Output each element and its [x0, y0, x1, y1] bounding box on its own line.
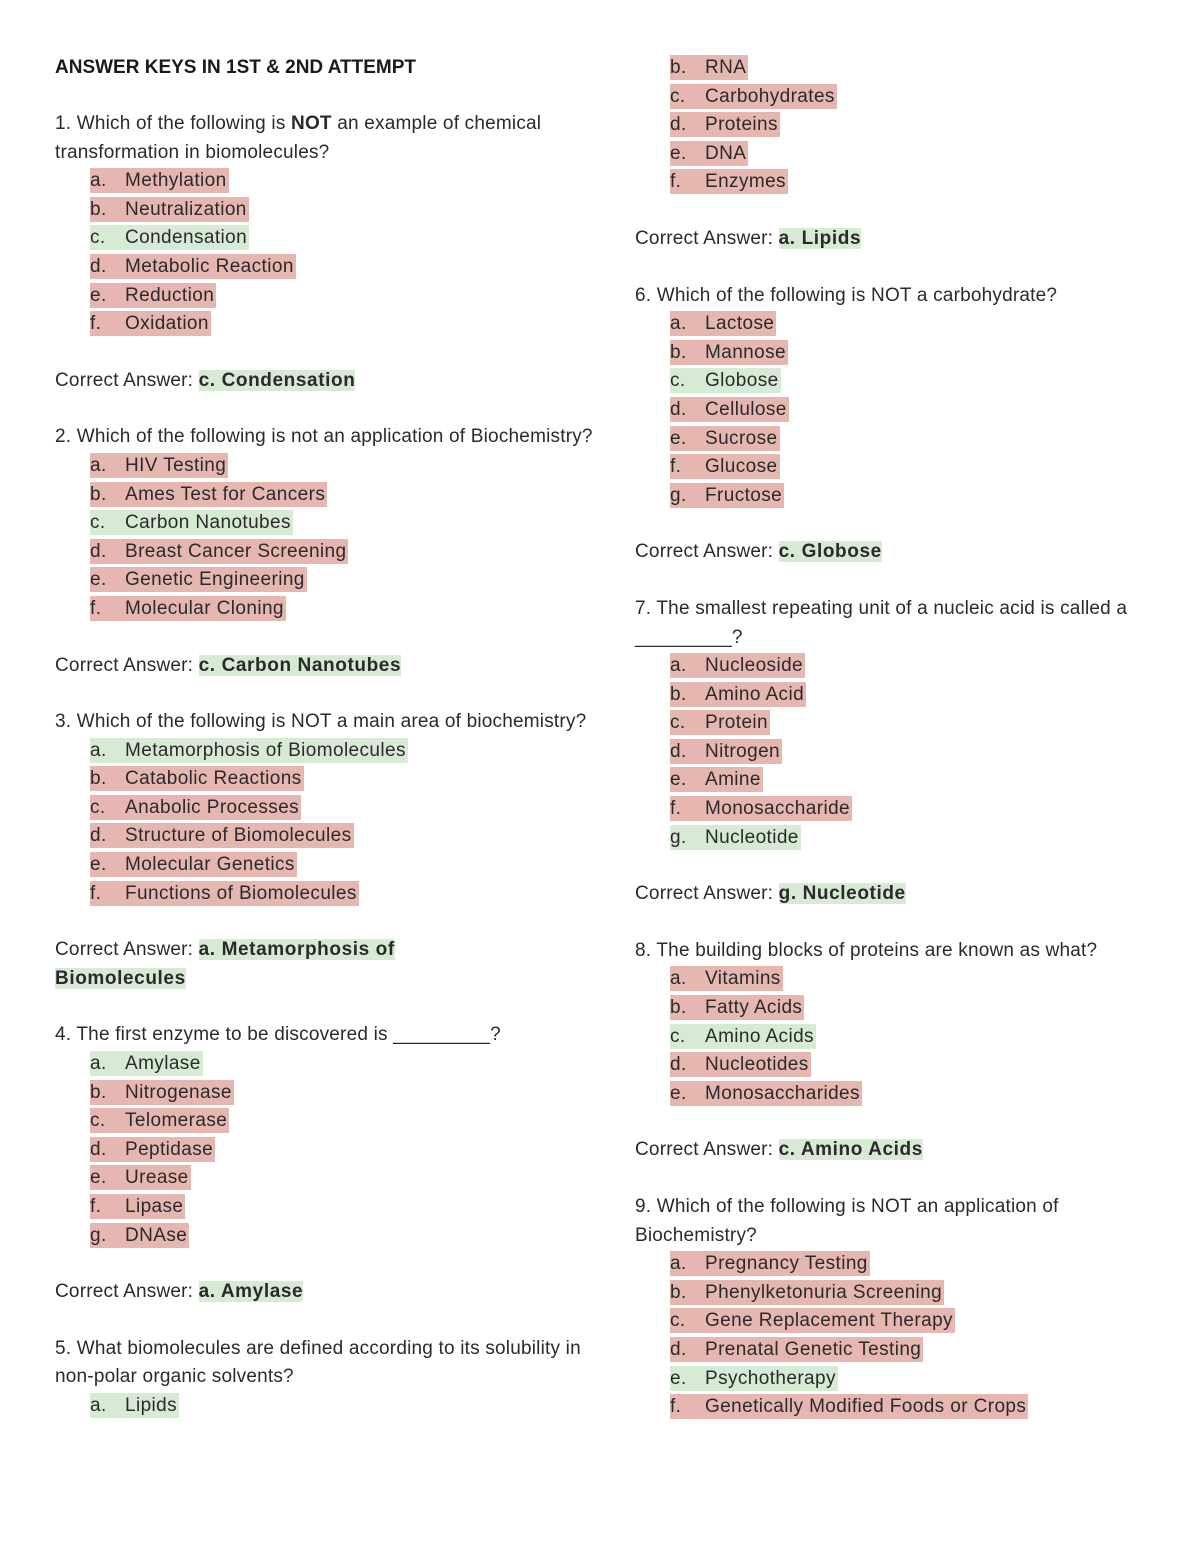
options-list [635, 965, 1155, 1108]
option-g: g. DNAse [90, 1224, 188, 1246]
option-c: c. Carbohydrates [670, 85, 835, 107]
option-f: f. Functions of Biomolecules [90, 882, 357, 904]
option-a: a. HIV Testing [90, 454, 227, 476]
question-4 [55, 1021, 595, 1306]
option-b: b. Neutralization [90, 198, 247, 220]
correct-answer: Correct Answer: c. Globose [635, 541, 882, 563]
question-text: 5. What biomolecules are defined according to its solubility in non-polar organic solvents? [55, 1337, 581, 1388]
question-1 [55, 110, 595, 395]
correct-answer: Correct Answer: a. Amylase [55, 1281, 304, 1303]
option-a: a. Lipids [90, 1394, 178, 1416]
option-b: b. Catabolic Reactions [90, 768, 302, 790]
option-e: e. Genetic Engineering [90, 569, 305, 591]
option-f: f. Molecular Cloning [90, 597, 284, 619]
option-c: c. Amino Acids [670, 1025, 814, 1047]
correct-answer: Correct Answer: g. Nucleotide [635, 883, 906, 905]
correct-answer: Correct Answer: c. Amino Acids [635, 1139, 923, 1161]
options-list [55, 452, 595, 624]
question-3 [55, 708, 595, 993]
option-c: c. Protein [670, 712, 769, 734]
option-c: c. Telomerase [90, 1110, 228, 1132]
option-e: e. Molecular Genetics [90, 854, 295, 876]
option-a: a. Amylase [90, 1053, 201, 1075]
option-f: f. Genetically Modified Foods or Crops [670, 1396, 1027, 1418]
options-list [635, 310, 1155, 510]
option-a: a. Nucleoside [670, 655, 803, 677]
options-list [55, 1392, 595, 1421]
option-d: d. Proteins [670, 114, 778, 136]
option-d: d. Breast Cancer Screening [90, 540, 347, 562]
option-f: f. Glucose [670, 456, 778, 478]
option-d: d. Cellulose [670, 398, 787, 420]
option-g: g. Nucleotide [670, 826, 799, 848]
option-b: b. Nitrogenase [90, 1081, 232, 1103]
option-d: d. Nucleotides [670, 1054, 809, 1076]
option-b: b. RNA [670, 57, 747, 78]
option-b: b. Fatty Acids [670, 997, 803, 1019]
option-c: c. Gene Replacement Therapy [670, 1310, 953, 1332]
option-a: a. Pregnancy Testing [670, 1253, 868, 1275]
option-d: d. Structure of Biomolecules [90, 825, 352, 847]
option-c: c. Carbon Nanotubes [90, 512, 291, 534]
question-text: 3. Which of the following is NOT a main area of biochemistry? [55, 711, 587, 733]
option-d: d. Nitrogen [670, 740, 781, 762]
option-f: f. Enzymes [670, 171, 786, 193]
question-text: 1. Which of the following is NOT an example of chemical transformation in biomolecules? [55, 113, 542, 163]
question-5 [55, 1335, 595, 1421]
question-text: 7. The smallest repeating unit of a nucleic acid is called a _________? [635, 597, 1128, 648]
option-a: a. Lactose [670, 313, 775, 335]
options-list [635, 652, 1155, 852]
question-2 [55, 423, 595, 680]
option-e: e. Amine [670, 769, 761, 791]
option-b: b. Ames Test for Cancers [90, 483, 326, 505]
left-column [55, 54, 595, 1421]
correct-answer: Correct Answer: a. Lipids [635, 227, 862, 249]
option-c: c. Anabolic Processes [90, 796, 300, 818]
question-5-continued [635, 54, 1155, 254]
question-7 [635, 595, 1155, 909]
option-a: a. Metamorphosis of Biomolecules [90, 739, 406, 761]
correct-answer: Correct Answer: a. Metamorphosis of Biomolecules [55, 939, 395, 989]
options-list [635, 1250, 1155, 1422]
correct-answer: Correct Answer: c. Condensation [55, 369, 356, 391]
option-e: e. Psychotherapy [670, 1367, 836, 1389]
question-text: 8. The building blocks of proteins are known as what? [635, 939, 1098, 961]
question-9 [635, 1193, 1155, 1422]
question-6 [635, 282, 1155, 567]
question-text: 2. Which of the following is not an application of Biochemistry? [55, 426, 593, 448]
option-f: f. Lipase [90, 1196, 184, 1217]
option-b: b. Mannose [670, 341, 786, 363]
option-a: a. Vitamins [670, 968, 781, 990]
question-text: 4. The first enzyme to be discovered is _________? [55, 1024, 501, 1046]
page-title: ANSWER KEYS IN 1ST & 2ND ATTEMPT [55, 57, 417, 78]
option-a: a. Methylation [90, 170, 227, 192]
option-c: c. Globose [670, 370, 779, 392]
option-b: b. Amino Acid [670, 683, 805, 705]
options-list [55, 1050, 595, 1250]
question-text: 9. Which of the following is NOT an application of Biochemistry? [635, 1196, 1059, 1246]
option-c: c. Condensation [90, 227, 248, 249]
question-8 [635, 937, 1155, 1165]
option-e: e. DNA [670, 142, 747, 164]
right-column [635, 54, 1155, 1422]
options-list [55, 167, 595, 339]
option-e: e. Urease [90, 1167, 189, 1189]
option-b: b. Phenylketonuria Screening [670, 1281, 943, 1303]
option-f: f. Oxidation [90, 313, 209, 335]
question-text: 6. Which of the following is NOT a carbohydrate? [635, 284, 1058, 306]
options-list [55, 737, 595, 909]
option-g: g. Fructose [670, 484, 783, 506]
option-f: f. Monosaccharide [670, 798, 851, 820]
option-e: e. Monosaccharides [670, 1082, 860, 1104]
option-e: e. Sucrose [670, 427, 778, 449]
options-list [635, 54, 1155, 197]
correct-answer: Correct Answer: c. Carbon Nanotubes [55, 654, 402, 676]
option-e: e. Reduction [90, 284, 215, 306]
option-d: d. Metabolic Reaction [90, 255, 294, 277]
option-d: d. Prenatal Genetic Testing [670, 1338, 922, 1360]
option-d: d. Peptidase [90, 1138, 214, 1160]
